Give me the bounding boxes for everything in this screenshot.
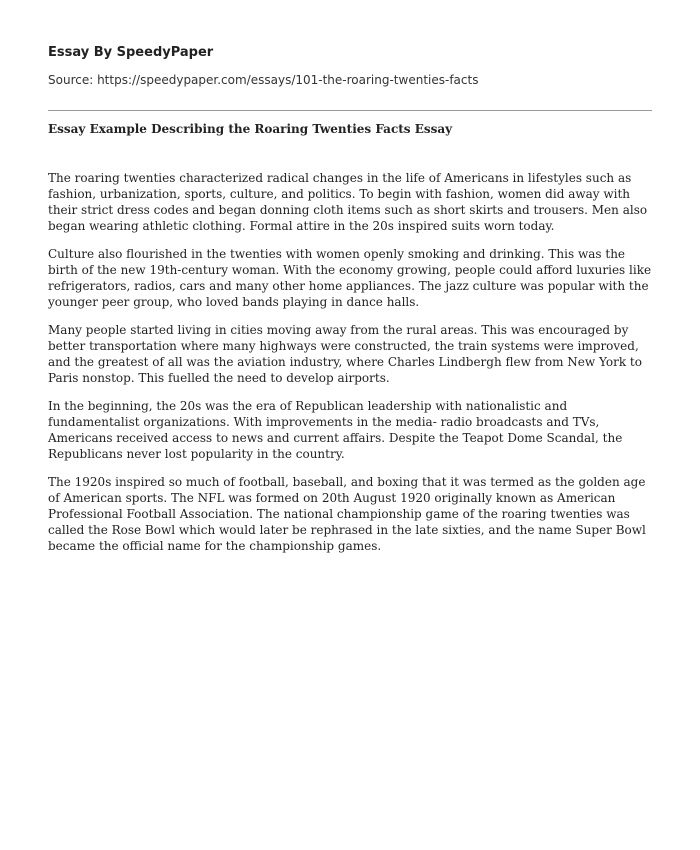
- essay-body: [48, 170, 654, 566]
- paragraph-5: The 1920s inspired so much of football, baseball, and boxing that it was termed as the golden age of American sports. The NFL was formed on 20th August 1920 originally known as American Professional Football Association. The national championship game of the roaring twenties was called the Rose Bowl which would later be rephrased in the late sixties, and the name Super Bowl became the official name for the championship games.: [48, 475, 646, 553]
- essay-title: Essay Example Describing the Roaring Twenties Facts Essay: [48, 122, 453, 136]
- paragraph-3: Many people started living in cities moving away from the rural areas. This was encouraged by better transportation where many highways were constructed, the train systems were improved, and the greatest of all was the aviation industry, where Charles Lindbergh flew from New York to Paris nonstop. This fuelled the need to develop airports.: [48, 323, 642, 385]
- header-divider: [48, 110, 652, 111]
- paragraph-1: The roaring twenties characterized radical changes in the life of Americans in lifestyles such as fashion, urbanization, sports, culture, and politics. To begin with fashion, women did away with their strict dress codes and began donning cloth items such as short skirts and trousers. Men also began wearing athletic clothing. Formal attire in the 20s inspired suits worn today.: [48, 171, 648, 233]
- document-header: [48, 44, 658, 88]
- source-line: Source: https://speedypaper.com/essays/101-the-roaring-twenties-facts: [48, 73, 479, 87]
- paragraph-4: In the beginning, the 20s was the era of Republican leadership with nationalistic and fundamentalist organizations. With improvements in the media- radio broadcasts and TVs, Americans received access to news and current affairs. Despite the Teapot Dome Scandal, the Republicans never lost popularity in the country.: [48, 399, 623, 461]
- header-title: Essay By SpeedyPaper: [48, 45, 214, 60]
- paragraph-2: Culture also flourished in the twenties with women openly smoking and drinking. This was the birth of the new 19th-century woman. With the economy growing, people could afford luxuries like refrigerators, radios, cars and many other home appliances. The jazz culture was popular with the younger peer group, who loved bands playing in dance halls.: [48, 247, 652, 309]
